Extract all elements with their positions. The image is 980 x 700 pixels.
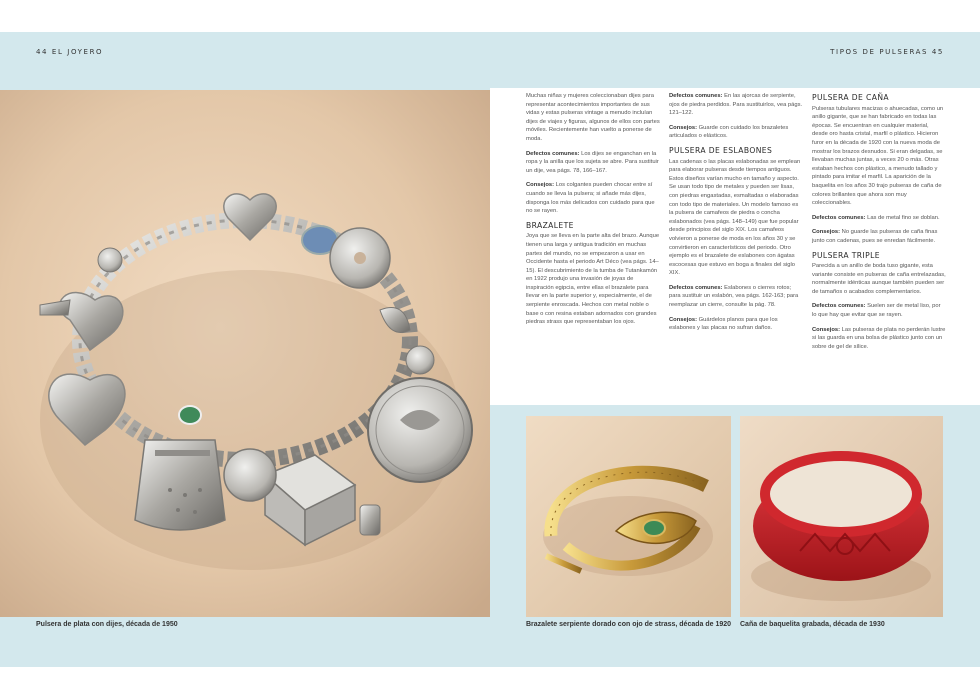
tips-label: Consejos: — [526, 182, 555, 189]
section-heading-eslabones: PULSERA DE ESLABONES — [669, 145, 773, 155]
right-running-head: TIPOS DE PULSERAS 45 — [830, 48, 944, 56]
text-column-1 — [526, 92, 660, 333]
cana-body: Pulseras tubulares macizas o ahuecadas, como un anillo gigante, que se han fabricado en todas las épocas. Se encuentran en cualquier material, desde oro hasta cristal, marfil o plástico. Hicieron furor en la década de 1920 con la nueva moda de mostrar los brazos desnudos. Si eran delgadas, se llevaban muchas juntas, a veces 20 o más. Otras estaban hechos con plástico, a menudo tallado y pintado para imitar el marfil. La aparición de la baquelita en los años 30 trajo pulseras de caña de colores brillantes que ahora son muy coleccionables. — [812, 105, 944, 207]
main-photo-caption: Pulsera de plata con dijes, década de 1950 — [36, 621, 178, 628]
defects-text: En las ajorcas de serpiente, ojos de piedra perdidos. Para sustituirlos, vea págs. 121–122. — [669, 93, 803, 117]
section-heading-triple: PULSERA TRIPLE — [812, 250, 880, 260]
text-column-3 — [812, 92, 946, 357]
defects-paragraph — [526, 150, 660, 176]
tips-paragraph-2 — [669, 316, 803, 333]
serpent-caption: Brazalete serpiente dorado con ojo de strass, década de 1920 — [526, 621, 732, 628]
defects-paragraph — [669, 92, 803, 118]
tips-paragraph — [526, 181, 660, 215]
tips-label: Consejos: — [669, 124, 698, 131]
defects-text: Suelen ser de metal liso, por lo que hay que evitar que se rayen. — [812, 303, 941, 319]
defects-paragraph-2 — [812, 302, 946, 319]
serpent-bracelet-photo — [526, 416, 731, 617]
triple-body: Parecida a un anillo de boda tuso gigante, esta variante consiste en pulseras de caña entrelazadas, normalmente idénticas aunque también pueden ser de tamaños o acabados complementarios. — [812, 263, 946, 295]
charm-bracelet-photo — [0, 90, 490, 617]
text-column-2 — [669, 92, 803, 339]
tips-label: Consejos: — [812, 229, 841, 236]
defects-text: Los dijes se enganchan en la ropa y la anilla que los sujeta se abre. Para sustituir un dije, vea págs. 78, 166–167. — [526, 150, 659, 174]
tips-label: Consejos: — [669, 316, 698, 323]
section-heading-cana: PULSERA DE CAÑA — [812, 93, 889, 102]
tips-paragraph-2 — [812, 326, 946, 352]
tips-paragraph — [812, 228, 946, 245]
bakelite-bangle-photo — [740, 416, 943, 617]
tips-text: No guarde las pulseras de caña finas junto con cadenas, pues se enredan fácilmente. — [812, 229, 938, 244]
eslabones-body: Las cadenas o las placas eslabonadas se emplean para elaborar pulseras desde tiempos antiguos. Estos diseños varían mucho en tamaño y aspecto. Se usan todo tipo de metales y pueden ser lisas, con piedras engastadas, esmaltadas o elaboradas con todo tipo de materiales. Un modelo famoso es la pulsera de camafeos de piedra o concha eslabonados (vea págs. 148–149) que fue popular desde principios del siglo XIX. Los camafeos volvieron a ponerse de moda en los años 30 y se convirtieron en característicos del periodo. Otro ejemplo es el brazalete de eslabones con ágatas escocesas que estuvo en boga a finales del siglo XIX. — [669, 158, 801, 277]
defects-label: Defectos comunes: — [669, 284, 723, 291]
defects-text: Las de metal fino se doblan. — [865, 214, 940, 221]
right-page-top-band — [490, 32, 980, 88]
intro-paragraph: Muchas niñas y mujeres coleccionaban dijes para representar acontecimientos importantes de sus vidas y estas pulseras vintage a menudo incluían dijes de viajes y figuras, algunos de ellos con partes móviles. Recientemente han vuelto a ponerse de moda. — [526, 93, 660, 142]
tips-text: Las pulseras de plata no perderán lustre si las guarda en una bolsa de plástico junto con un sobre de gel de sílice. — [812, 326, 946, 350]
defects-label: Defectos comunes: — [812, 214, 866, 221]
tips-label: Consejos: — [812, 326, 841, 333]
defects-paragraph-2 — [669, 284, 803, 310]
tips-paragraph — [669, 124, 803, 141]
brazalete-body: Joya que se lleva en la parte alta del brazo. Aunque tienen una larga y antigua tradición en muchas partes del mundo, no se empezaron a usar en Occidente hasta el periodo Art Déco (vea págs. 14–15). El descubrimiento de la tumba de Tutankamón en 1922 produjo una invasión de joyas de inspiración egipcia, entre ellas el brazalete para llevar en la parte superior y, especialmente, el de serpiente enroscada. Hechos con metal noble o base o con resina estaban adornados con grandes piedras strass que representaban los ojos. — [526, 233, 660, 326]
tips-text: Los colgantes pueden chocar entre sí cuando se lleva la pulsera; si añade más dijes, disponga los más delicados con cuidado para que no se rayen. — [526, 182, 655, 215]
tips-text: Guarde con cuidado los brazaletes articulados o elásticos. — [669, 124, 789, 140]
tips-text: Guárdelos planos para que los eslabones y las placas no sufran daños. — [669, 316, 778, 332]
bangle-caption: Caña de baquelita grabada, década de 1930 — [740, 621, 885, 628]
defects-text: Eslabones o cierres rotos; para sustituir un eslabón, vea págs. 162-163; para reemplazar un cierre, consulte la pág. 78. — [669, 284, 799, 309]
defects-label: Defectos comunes: — [669, 93, 723, 99]
left-running-head: 44 EL JOYERO — [36, 48, 104, 56]
defects-paragraph — [812, 214, 946, 223]
section-heading-brazalete: BRAZALETE — [526, 220, 574, 230]
defects-label: Defectos comunes: — [526, 150, 580, 157]
defects-label: Defectos comunes: — [812, 303, 866, 310]
